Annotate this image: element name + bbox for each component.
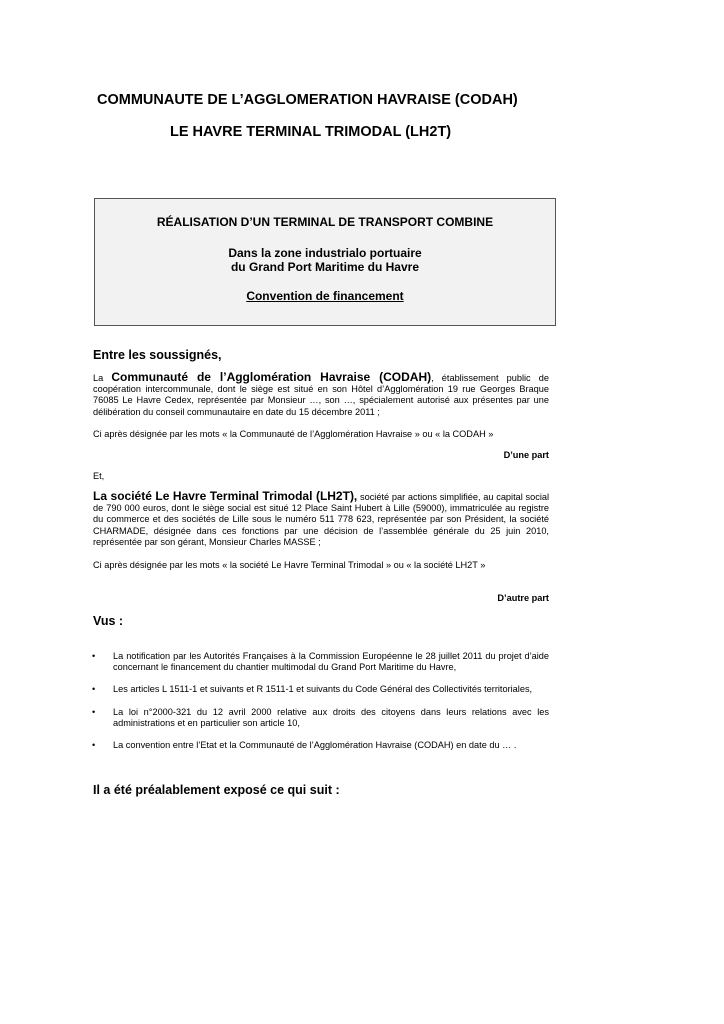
party-name-codah: Communauté de l’Agglomération Havraise (CODAH) bbox=[111, 370, 432, 384]
box-subtitle-line1: Dans la zone industrialo portuaire bbox=[228, 246, 422, 260]
list-item: Les articles L 1511-1 et suivants et R 1511-1 et suivants du Code Général des Collectivités territoriales, bbox=[113, 684, 533, 694]
title-box bbox=[94, 198, 556, 326]
party-codah-paragraph bbox=[93, 372, 549, 418]
bullet-icon: • bbox=[92, 740, 96, 750]
party-description: société par actions simplifiée, au capital social de 790 000 euros, dont le siège social est situé 12 Place Saint Hubert à Lille (59000), immatriculée au registre du commerce et des sociétés de Lille sous le numéro 511 778 623, représentée par son Président, la société CHARMADE, désignée dans ces fonctions par une décision de l’assemblée générale du 25 juin 2010, représentée par son gérant, Monsieur Charles MASSE ; bbox=[93, 492, 550, 547]
document-title-codah: COMMUNAUTE DE L’AGGLOMERATION HAVRAISE (CODAH) bbox=[97, 92, 518, 108]
party-lh2t-paragraph bbox=[93, 491, 549, 548]
party-prefix: La bbox=[93, 373, 112, 383]
party-description: , établissement public de coopération intercommunale, dont le siège est situé en son Hôtel d’Agglomération 19 rue Georges Braque 76085 Le Havre Cedex, représentée par Monsieur …, son …, spécialement autorisé aux présentes par une délibération du conseil communautaire en date du 15 décembre 2011 ; bbox=[93, 373, 549, 417]
section-heading-vus: Vus : bbox=[93, 614, 124, 628]
party-prefix: La bbox=[93, 489, 111, 503]
bullet-icon: • bbox=[92, 651, 96, 661]
document-title-lh2t: LE HAVRE TERMINAL TRIMODAL (LH2T) bbox=[170, 124, 452, 140]
party-lh2t-side: D’autre part bbox=[497, 593, 549, 603]
list-item: La notification par les Autorités Françaises à la Commission Européenne le 28 juillet 2011 du projet d’aide concernant le financement du chantier multimodal du Grand Port Maritime du Havre, bbox=[113, 651, 549, 673]
party-codah-designation: Ci après désignée par les mots « la Communauté de l’Agglomération Havraise » ou « la CODAH » bbox=[93, 429, 494, 439]
et-label: Et, bbox=[93, 471, 105, 481]
bullet-icon: • bbox=[92, 707, 96, 717]
bullet-icon: • bbox=[92, 684, 96, 694]
list-item: La loi n°2000-321 du 12 avril 2000 relative aux droits des citoyens dans leurs relations avec les administrations et en particulier son article 10, bbox=[113, 707, 549, 729]
box-convention-label: Convention de financement bbox=[246, 289, 404, 303]
section-heading-parties: Entre les soussignés, bbox=[93, 348, 222, 362]
box-subtitle-line2: du Grand Port Maritime du Havre bbox=[230, 260, 420, 274]
box-title: RÉALISATION D’UN TERMINAL DE TRANSPORT COMBINE bbox=[156, 215, 494, 229]
list-item: La convention entre l’Etat et la Communauté de l’Agglomération Havraise (CODAH) en date du … . bbox=[113, 740, 517, 750]
party-codah-side: D’une part bbox=[503, 450, 549, 460]
party-name-lh2t: société Le Havre Terminal Trimodal (LH2T), bbox=[110, 489, 358, 503]
section-heading-expose: Il a été préalablement exposé ce qui suit : bbox=[93, 783, 340, 797]
party-lh2t-designation: Ci après désignée par les mots « la société Le Havre Terminal Trimodal » ou « la société LH2T » bbox=[93, 560, 486, 570]
